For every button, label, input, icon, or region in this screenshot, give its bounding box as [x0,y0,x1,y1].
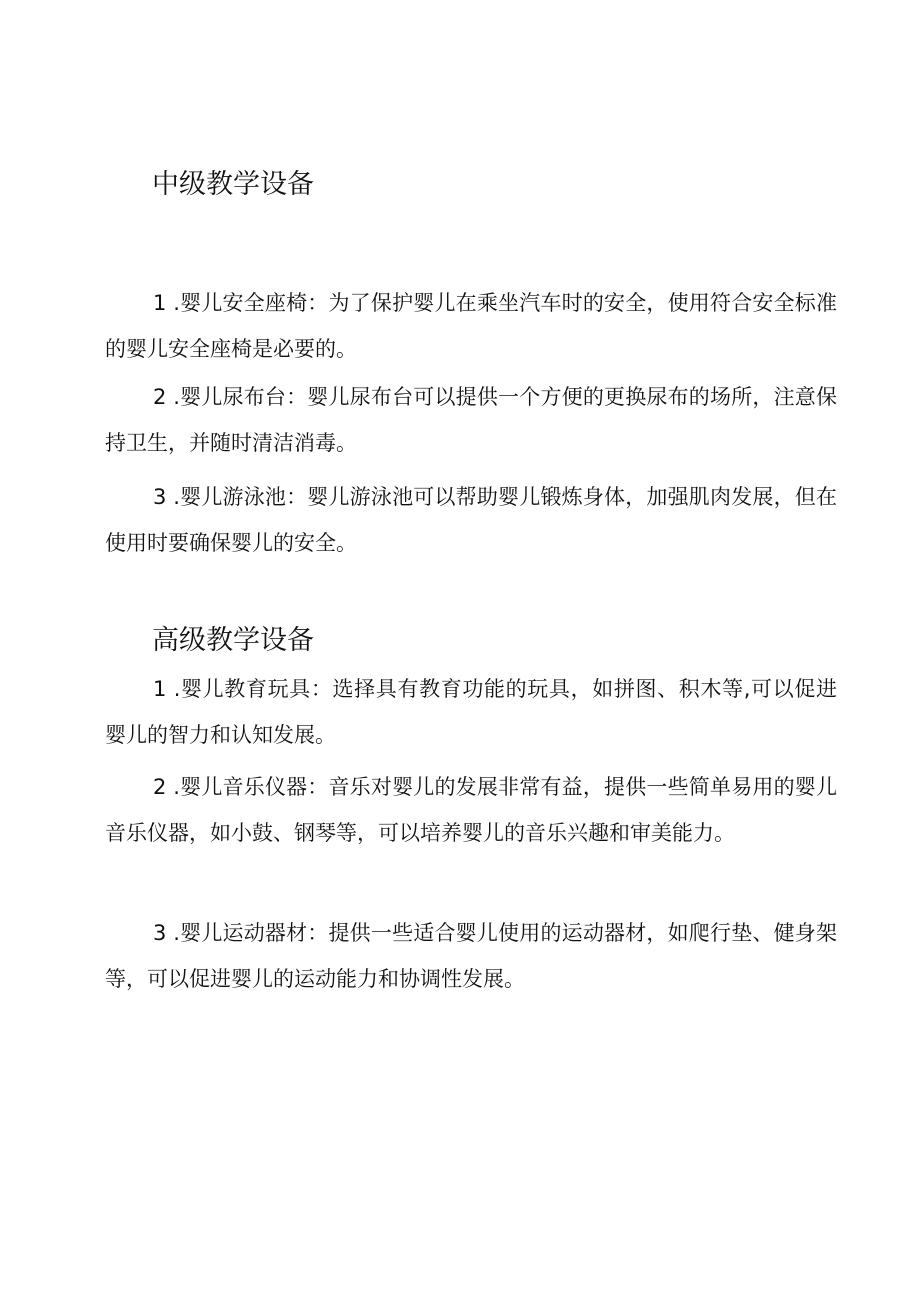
item-number: 3 [153,921,167,945]
item-number: 3 [153,485,167,509]
item-text: .婴儿安全座椅：为了保护婴儿在乘坐汽车时的安全，使用符合安全标准的婴儿安全座椅是必要的。 [105,291,837,361]
item-number: 1 [153,291,167,315]
item-number: 1 [153,677,167,701]
list-item [105,764,837,856]
list-item [105,374,837,466]
item-number: 2 [153,775,167,799]
item-text: .婴儿游泳池：婴儿游泳池可以帮助婴儿锻炼身体，加强肌肉发展，但在使用时要确保婴儿的安全。 [105,485,837,555]
item-number: 2 [153,385,167,409]
list-item [105,910,837,1002]
item-text: .婴儿教育玩具：选择具有教育功能的玩具，如拼图、积木等,可以促进婴儿的智力和认知发展。 [105,677,837,747]
item-text: .婴儿运动器材：提供一些适合婴儿使用的运动器材，如爬行垫、健身架等，可以促进婴儿的运动能力和协调性发展。 [105,921,837,991]
item-text: .婴儿尿布台：婴儿尿布台可以提供一个方便的更换尿布的场所，注意保持卫生，并随时清洁消毒。 [105,385,837,455]
list-item [105,474,837,566]
item-text: .婴儿音乐仪器：音乐对婴儿的发展非常有益，提供一些简单易用的婴儿音乐仪器，如小鼓、钢琴等，可以培养婴儿的音乐兴趣和审美能力。 [105,775,837,845]
list-item [105,666,837,758]
section-heading-intermediate: 中级教学设备 [152,169,314,200]
list-item [105,280,837,372]
section-heading-advanced: 高级教学设备 [152,625,314,656]
